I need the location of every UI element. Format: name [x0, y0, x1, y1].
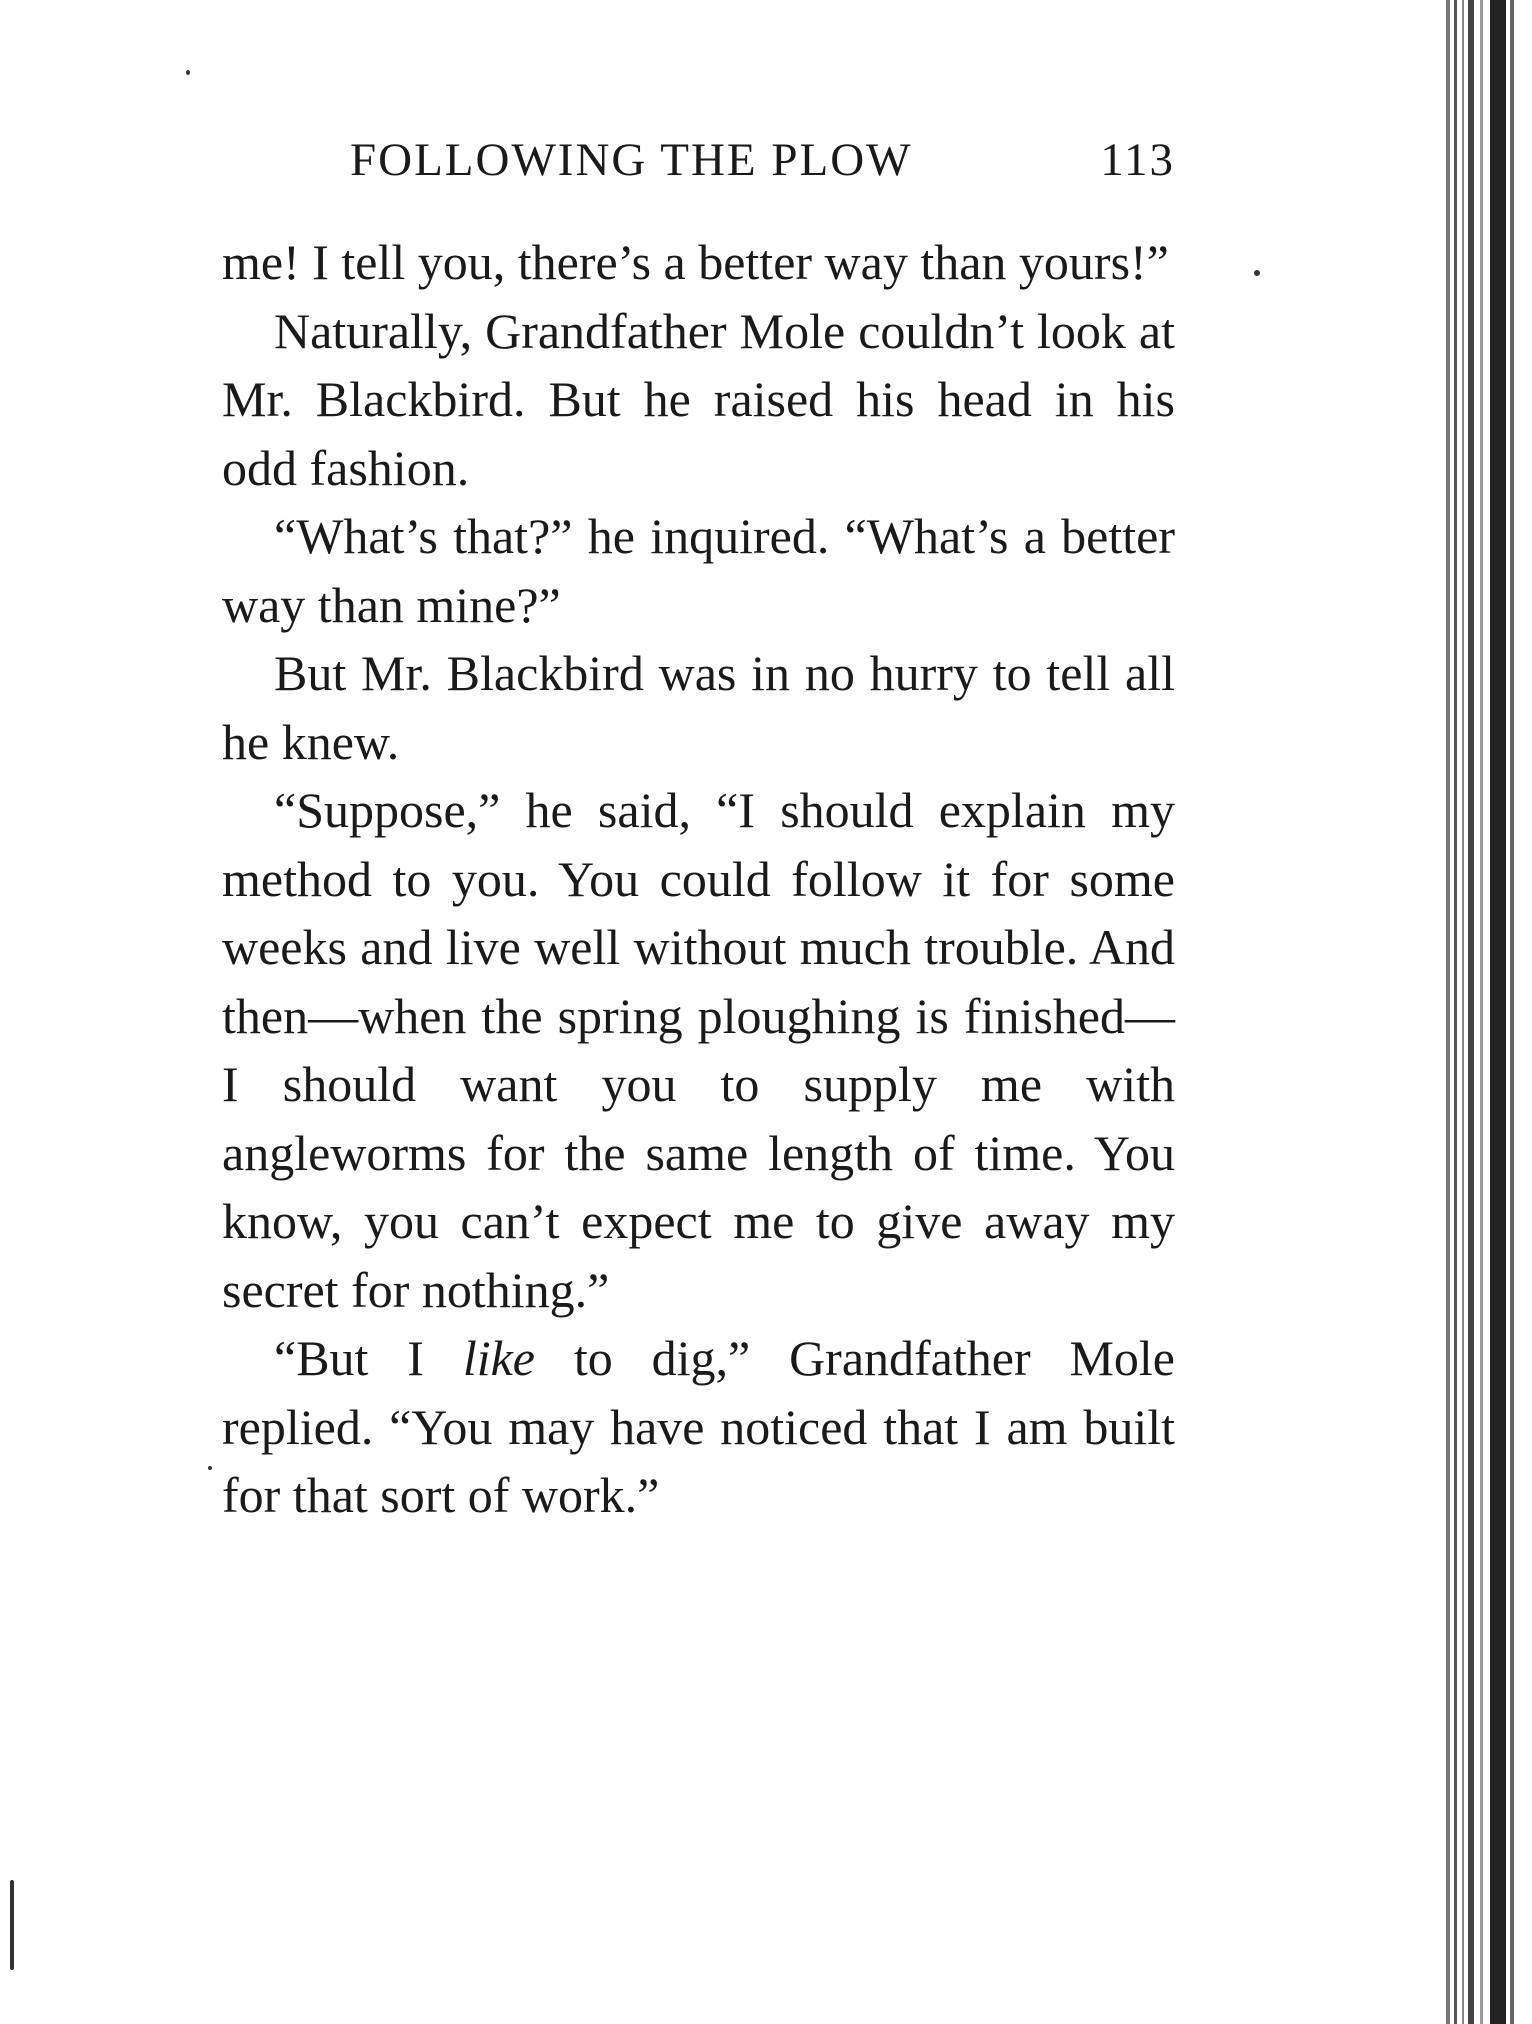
text-run: Naturally, Grandfather Mole couldn’t look at Mr. Blackbird. But he raised his head in his odd fashion. — [222, 302, 1175, 496]
binding-edge — [1468, 0, 1474, 2024]
page-number: 113 — [1100, 134, 1175, 186]
text-run: “But I — [274, 1330, 463, 1386]
binding-edge — [1510, 0, 1514, 2024]
print-speck — [208, 1466, 212, 1470]
paragraph — [222, 228, 1175, 297]
binding-edge — [1462, 0, 1464, 2024]
binding-edge — [1454, 0, 1457, 2024]
binding-edge — [1446, 0, 1450, 2024]
text-run: to dig,” Grandfather Mole replied. “You may have noticed that I am built for that sort of work.” — [222, 1330, 1176, 1523]
running-head — [350, 130, 1175, 190]
paragraph — [222, 1324, 1175, 1530]
text-run: But Mr. Blackbird was in no hurry to tell all he knew. — [222, 645, 1175, 770]
body-text — [222, 228, 1175, 1530]
paragraph — [222, 776, 1175, 1324]
paragraph — [222, 502, 1175, 639]
binding-edge — [1490, 0, 1506, 2024]
text-run: “What’s that?” he inquired. “What’s a better way than mine?” — [222, 508, 1175, 633]
print-speck — [186, 70, 190, 75]
page-edge-mark — [10, 1880, 14, 1970]
text-run: “Suppose,” he said, “I should explain my method to you. You could follow it for some weeks and live well without much trouble. And then—when the spring ploughing is finished—I should want you to supply me with angleworms for the same length of time. You know, you can’t expect me to give away my secret for nothing.” — [222, 782, 1175, 1318]
text-run: me! I tell you, there’s a better way than yours!” — [222, 234, 1169, 290]
paragraph — [222, 297, 1175, 503]
chapter-title: FOLLOWING THE PLOW — [350, 134, 913, 186]
paragraph — [222, 639, 1175, 776]
italic-text: like — [462, 1330, 535, 1386]
print-speck — [1254, 270, 1260, 276]
binding-edge — [1480, 0, 1483, 2024]
